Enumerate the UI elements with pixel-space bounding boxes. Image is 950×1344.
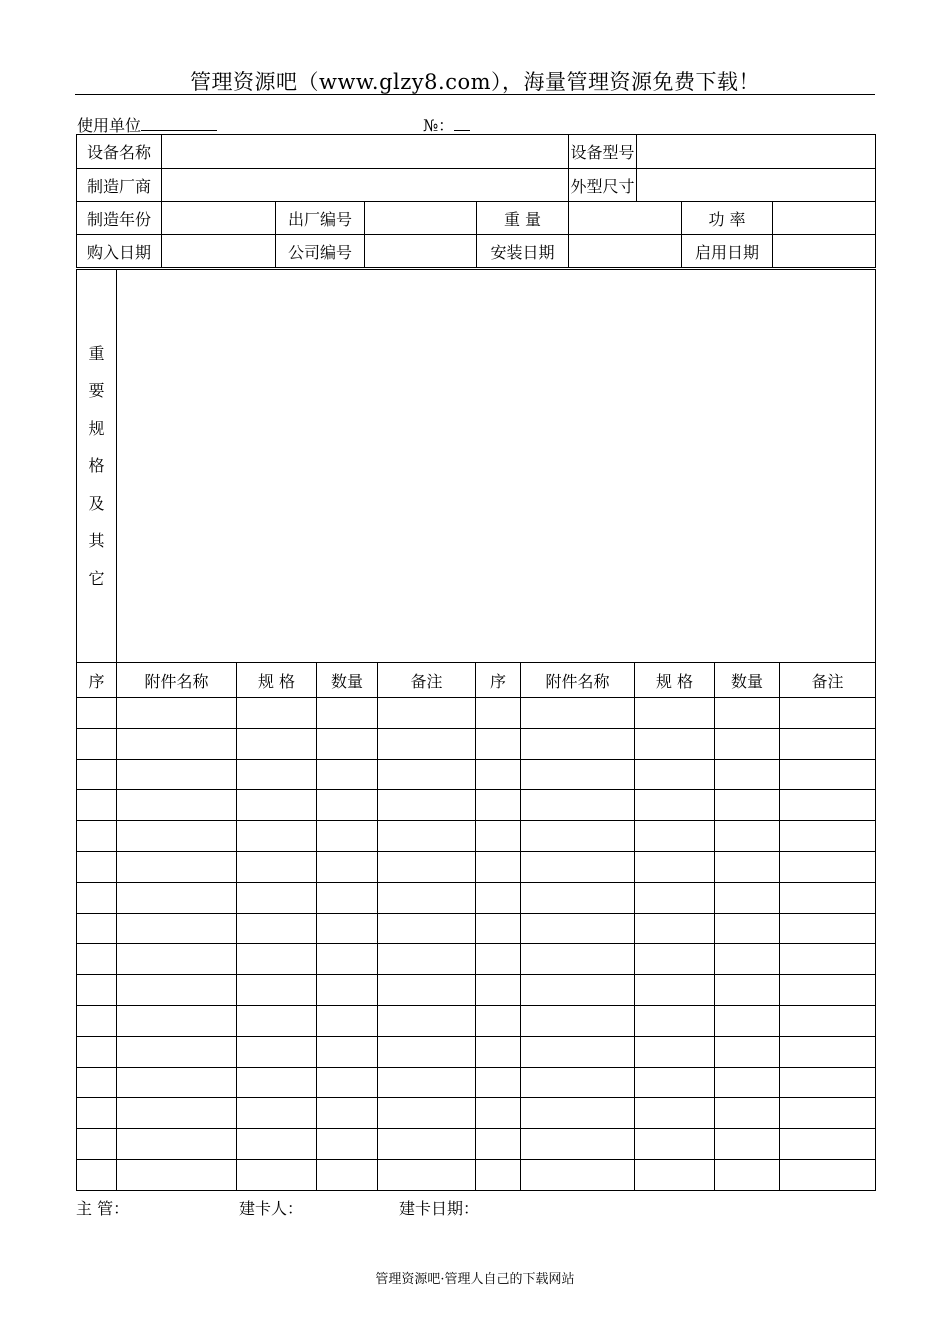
dimensions-value[interactable] xyxy=(637,169,876,202)
accessory-cell[interactable] xyxy=(317,790,378,821)
table-row xyxy=(77,728,876,759)
equipment-info-table xyxy=(76,134,876,268)
accessory-cell[interactable] xyxy=(77,851,117,882)
accessory-cell[interactable] xyxy=(635,790,715,821)
accessory-cell[interactable] xyxy=(117,698,237,729)
table-row xyxy=(77,1036,876,1067)
accessory-cell[interactable] xyxy=(476,882,521,913)
equipment-model-label: 设备型号 xyxy=(569,135,637,169)
accessory-cell[interactable] xyxy=(780,698,876,729)
accessory-cell[interactable] xyxy=(715,944,780,975)
accessory-cell[interactable] xyxy=(635,821,715,852)
accessory-cell[interactable] xyxy=(476,821,521,852)
accessory-cell[interactable] xyxy=(378,851,476,882)
accessory-cell[interactable] xyxy=(77,790,117,821)
accessory-cell[interactable] xyxy=(237,851,317,882)
table-row xyxy=(77,944,876,975)
accessory-cell[interactable] xyxy=(635,1036,715,1067)
accessory-cell[interactable] xyxy=(317,1036,378,1067)
accessory-cell[interactable] xyxy=(237,698,317,729)
accessory-cell[interactable] xyxy=(521,1129,635,1160)
weight-label: 重 量 xyxy=(477,202,569,235)
info-row xyxy=(77,235,876,268)
accessory-cell[interactable] xyxy=(77,1005,117,1036)
accessories-header-cell: 规 格 xyxy=(635,663,715,698)
accessory-cell[interactable] xyxy=(117,1159,237,1190)
accessory-cell[interactable] xyxy=(521,790,635,821)
number-label: №： xyxy=(423,116,455,135)
accessory-cell[interactable] xyxy=(476,1159,521,1190)
accessory-cell[interactable] xyxy=(77,1159,117,1190)
accessory-cell[interactable] xyxy=(780,1098,876,1129)
page-header-title: 管理资源吧（www.glzy8.com），海量管理资源免费下载！ xyxy=(189,70,761,94)
accessory-cell[interactable] xyxy=(317,1005,378,1036)
accessory-cell[interactable] xyxy=(476,1036,521,1067)
accessory-cell[interactable] xyxy=(317,882,378,913)
spec-label-char: 它 xyxy=(88,568,105,588)
number-field xyxy=(423,113,470,136)
table-row xyxy=(77,1129,876,1160)
accessories-header-cell: 附件名称 xyxy=(521,663,635,698)
info-row xyxy=(77,202,876,235)
accessory-cell[interactable] xyxy=(715,821,780,852)
table-row xyxy=(77,975,876,1006)
accessory-cell[interactable] xyxy=(378,882,476,913)
accessories-header-cell: 序 xyxy=(77,663,117,698)
accessory-cell[interactable] xyxy=(521,1067,635,1098)
accessory-cell[interactable] xyxy=(521,759,635,790)
company-number-label: 公司编号 xyxy=(276,235,365,268)
accessories-header-cell: 序 xyxy=(476,663,521,698)
accessories-header-cell: 规 格 xyxy=(237,663,317,698)
accessory-cell[interactable] xyxy=(715,698,780,729)
accessory-cell[interactable] xyxy=(635,913,715,944)
accessory-cell[interactable] xyxy=(635,851,715,882)
accessory-cell[interactable] xyxy=(237,1129,317,1160)
accessory-cell[interactable] xyxy=(521,882,635,913)
accessory-cell[interactable] xyxy=(77,1036,117,1067)
accessory-cell[interactable] xyxy=(378,790,476,821)
accessory-cell[interactable] xyxy=(780,1159,876,1190)
table-row xyxy=(77,1005,876,1036)
dimensions-label: 外型尺寸 xyxy=(569,169,637,202)
accessory-cell[interactable] xyxy=(715,759,780,790)
spec-label-char: 及 xyxy=(88,493,105,513)
accessory-cell[interactable] xyxy=(635,1067,715,1098)
accessory-cell[interactable] xyxy=(780,1129,876,1160)
accessory-cell[interactable] xyxy=(77,698,117,729)
accessory-cell[interactable] xyxy=(77,821,117,852)
company-number-value[interactable] xyxy=(365,235,477,268)
accessory-cell[interactable] xyxy=(317,851,378,882)
factory-number-value[interactable] xyxy=(365,202,477,235)
accessory-cell[interactable] xyxy=(317,698,378,729)
accessory-cell[interactable] xyxy=(476,1067,521,1098)
accessory-cell[interactable] xyxy=(378,1036,476,1067)
accessory-cell[interactable] xyxy=(476,1005,521,1036)
accessories-header-cell: 数量 xyxy=(715,663,780,698)
specifications-table xyxy=(76,269,876,663)
accessory-cell[interactable] xyxy=(521,821,635,852)
unit-label: 使用单位 xyxy=(77,116,142,135)
table-row xyxy=(77,821,876,852)
accessory-cell[interactable] xyxy=(521,1005,635,1036)
accessory-cell[interactable] xyxy=(237,913,317,944)
accessory-cell[interactable] xyxy=(715,851,780,882)
accessories-table xyxy=(76,662,876,1191)
accessory-cell[interactable] xyxy=(378,913,476,944)
accessory-cell[interactable] xyxy=(77,1098,117,1129)
unit-blank[interactable] xyxy=(141,114,217,131)
accessory-cell[interactable] xyxy=(780,913,876,944)
accessory-cell[interactable] xyxy=(77,882,117,913)
accessory-cell[interactable] xyxy=(476,851,521,882)
accessory-cell[interactable] xyxy=(521,728,635,759)
manufacture-year-label: 制造年份 xyxy=(77,202,162,235)
factory-number-label: 出厂编号 xyxy=(276,202,365,235)
accessory-cell[interactable] xyxy=(378,1098,476,1129)
accessory-cell[interactable] xyxy=(476,759,521,790)
accessory-cell[interactable] xyxy=(378,728,476,759)
accessory-cell[interactable] xyxy=(476,728,521,759)
accessory-cell[interactable] xyxy=(780,1005,876,1036)
accessory-cell[interactable] xyxy=(117,821,237,852)
accessory-cell[interactable] xyxy=(715,913,780,944)
unit-field xyxy=(77,113,217,136)
accessory-cell[interactable] xyxy=(117,944,237,975)
accessory-cell[interactable] xyxy=(77,944,117,975)
accessories-header-row xyxy=(77,663,876,698)
accessory-cell[interactable] xyxy=(378,1005,476,1036)
accessory-cell[interactable] xyxy=(715,1098,780,1129)
accessory-cell[interactable] xyxy=(237,1098,317,1129)
accessory-cell[interactable] xyxy=(237,1036,317,1067)
accessory-cell[interactable] xyxy=(476,913,521,944)
table-row xyxy=(77,851,876,882)
table-row xyxy=(77,790,876,821)
manufacturer-label: 制造厂商 xyxy=(77,169,162,202)
accessory-cell[interactable] xyxy=(378,821,476,852)
start-date-value[interactable] xyxy=(773,235,876,268)
table-row xyxy=(77,913,876,944)
accessory-cell[interactable] xyxy=(635,1129,715,1160)
accessory-cell[interactable] xyxy=(635,698,715,729)
accessory-cell[interactable] xyxy=(378,975,476,1006)
accessory-cell[interactable] xyxy=(117,728,237,759)
page-footer-note: 管理资源吧·管理人自己的下载网站 xyxy=(375,1272,575,1287)
accessory-cell[interactable] xyxy=(378,944,476,975)
install-date-label: 安装日期 xyxy=(477,235,569,268)
accessory-cell[interactable] xyxy=(780,882,876,913)
accessory-cell[interactable] xyxy=(117,1005,237,1036)
supervisor-signature-label: 主 管： xyxy=(76,1199,130,1218)
accessory-cell[interactable] xyxy=(317,1098,378,1129)
accessory-cell[interactable] xyxy=(521,975,635,1006)
manufacture-year-value[interactable] xyxy=(162,202,276,235)
accessory-cell[interactable] xyxy=(317,728,378,759)
accessory-cell[interactable] xyxy=(237,975,317,1006)
accessory-cell[interactable] xyxy=(715,975,780,1006)
accessories-header-cell: 附件名称 xyxy=(117,663,237,698)
table-row xyxy=(77,1159,876,1190)
accessory-cell[interactable] xyxy=(476,1098,521,1129)
accessory-cell[interactable] xyxy=(317,821,378,852)
accessory-cell[interactable] xyxy=(715,1005,780,1036)
accessory-cell[interactable] xyxy=(77,913,117,944)
purchase-date-label: 购入日期 xyxy=(77,235,162,268)
power-value[interactable] xyxy=(773,202,876,235)
start-date-label: 启用日期 xyxy=(682,235,773,268)
accessory-cell[interactable] xyxy=(635,1159,715,1190)
accessory-cell[interactable] xyxy=(317,1067,378,1098)
card-date-label: 建卡日期： xyxy=(399,1199,480,1218)
number-blank[interactable] xyxy=(454,114,470,131)
accessory-cell[interactable] xyxy=(117,790,237,821)
accessory-cell[interactable] xyxy=(237,1067,317,1098)
accessory-cell[interactable] xyxy=(77,759,117,790)
purchase-date-value[interactable] xyxy=(162,235,276,268)
accessory-cell[interactable] xyxy=(521,851,635,882)
accessory-cell[interactable] xyxy=(780,759,876,790)
table-row xyxy=(77,698,876,729)
accessory-cell[interactable] xyxy=(635,975,715,1006)
accessory-cell[interactable] xyxy=(715,728,780,759)
accessory-cell[interactable] xyxy=(317,913,378,944)
accessory-cell[interactable] xyxy=(715,1159,780,1190)
accessory-cell[interactable] xyxy=(77,1067,117,1098)
specifications-label xyxy=(77,270,117,663)
accessory-cell[interactable] xyxy=(117,1067,237,1098)
accessory-cell[interactable] xyxy=(317,944,378,975)
accessory-cell[interactable] xyxy=(378,759,476,790)
accessories-header-cell: 数量 xyxy=(317,663,378,698)
accessory-cell[interactable] xyxy=(317,1159,378,1190)
accessory-cell[interactable] xyxy=(117,975,237,1006)
accessory-cell[interactable] xyxy=(317,759,378,790)
accessory-cell[interactable] xyxy=(715,1067,780,1098)
accessory-cell[interactable] xyxy=(715,790,780,821)
accessory-cell[interactable] xyxy=(780,1067,876,1098)
install-date-value[interactable] xyxy=(569,235,682,268)
spec-label-char: 其 xyxy=(88,531,105,551)
accessory-cell[interactable] xyxy=(117,1129,237,1160)
accessory-cell[interactable] xyxy=(476,790,521,821)
accessory-cell[interactable] xyxy=(635,1005,715,1036)
accessory-cell[interactable] xyxy=(635,882,715,913)
accessory-cell[interactable] xyxy=(521,1098,635,1129)
accessory-cell[interactable] xyxy=(378,1129,476,1160)
accessory-cell[interactable] xyxy=(780,790,876,821)
accessory-cell[interactable] xyxy=(117,851,237,882)
equipment-name-value[interactable] xyxy=(162,135,569,169)
accessory-cell[interactable] xyxy=(715,1036,780,1067)
accessory-cell[interactable] xyxy=(780,821,876,852)
accessory-cell[interactable] xyxy=(476,1129,521,1160)
accessory-cell[interactable] xyxy=(521,913,635,944)
accessory-cell[interactable] xyxy=(635,1098,715,1129)
accessory-cell[interactable] xyxy=(780,851,876,882)
accessory-cell[interactable] xyxy=(715,1129,780,1160)
accessory-cell[interactable] xyxy=(378,1159,476,1190)
accessory-cell[interactable] xyxy=(378,698,476,729)
equipment-model-value[interactable] xyxy=(637,135,876,169)
accessory-cell[interactable] xyxy=(117,913,237,944)
table-row xyxy=(77,1098,876,1129)
accessory-cell[interactable] xyxy=(237,1005,317,1036)
accessory-cell[interactable] xyxy=(237,1159,317,1190)
accessory-cell[interactable] xyxy=(237,882,317,913)
accessory-cell[interactable] xyxy=(476,698,521,729)
accessory-cell[interactable] xyxy=(780,1036,876,1067)
accessory-cell[interactable] xyxy=(521,1159,635,1190)
accessory-cell[interactable] xyxy=(715,882,780,913)
accessory-cell[interactable] xyxy=(635,759,715,790)
accessory-cell[interactable] xyxy=(237,790,317,821)
header-divider xyxy=(75,94,875,95)
accessory-cell[interactable] xyxy=(237,759,317,790)
accessory-cell[interactable] xyxy=(476,975,521,1006)
accessory-cell[interactable] xyxy=(317,975,378,1006)
accessory-cell[interactable] xyxy=(635,944,715,975)
accessory-cell[interactable] xyxy=(77,728,117,759)
manufacturer-value[interactable] xyxy=(162,169,569,202)
accessory-cell[interactable] xyxy=(521,944,635,975)
accessory-cell[interactable] xyxy=(521,1036,635,1067)
accessory-cell[interactable] xyxy=(237,728,317,759)
accessory-cell[interactable] xyxy=(780,944,876,975)
accessories-header-cell: 备注 xyxy=(378,663,476,698)
table-row xyxy=(77,1067,876,1098)
spec-label-char: 规 xyxy=(88,418,105,438)
spec-label-char: 重 xyxy=(88,343,105,363)
accessory-cell[interactable] xyxy=(780,728,876,759)
info-row xyxy=(77,135,876,169)
spec-label-char: 要 xyxy=(88,381,105,401)
specifications-value[interactable] xyxy=(117,270,876,663)
card-creator-label: 建卡人： xyxy=(239,1199,304,1218)
accessory-cell[interactable] xyxy=(237,944,317,975)
equipment-name-label: 设备名称 xyxy=(77,135,162,169)
accessory-cell[interactable] xyxy=(117,882,237,913)
table-row xyxy=(77,882,876,913)
accessory-cell[interactable] xyxy=(317,1129,378,1160)
table-row xyxy=(77,759,876,790)
spec-label-char: 格 xyxy=(88,456,105,476)
accessory-cell[interactable] xyxy=(77,975,117,1006)
accessory-cell[interactable] xyxy=(635,728,715,759)
accessory-cell[interactable] xyxy=(780,975,876,1006)
info-row xyxy=(77,169,876,202)
accessory-cell[interactable] xyxy=(521,698,635,729)
accessory-cell[interactable] xyxy=(117,1098,237,1129)
weight-value[interactable] xyxy=(569,202,682,235)
accessory-cell[interactable] xyxy=(117,759,237,790)
accessory-cell[interactable] xyxy=(476,944,521,975)
accessory-cell[interactable] xyxy=(77,1129,117,1160)
accessory-cell[interactable] xyxy=(237,821,317,852)
accessories-header-cell: 备注 xyxy=(780,663,876,698)
accessory-cell[interactable] xyxy=(378,1067,476,1098)
accessory-cell[interactable] xyxy=(117,1036,237,1067)
power-label: 功 率 xyxy=(682,202,773,235)
